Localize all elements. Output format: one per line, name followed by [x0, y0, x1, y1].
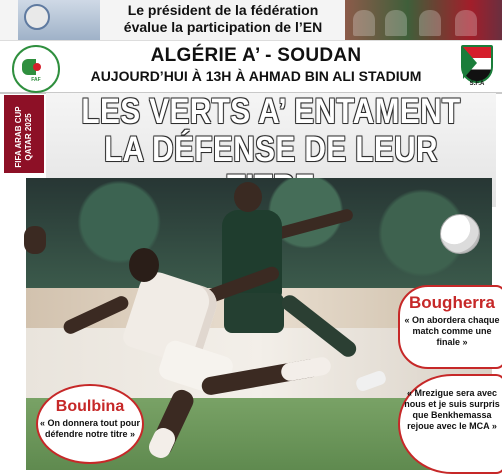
top-left-thumbnail	[18, 0, 100, 40]
match-title: ALGÉRIE A’ - SOUDAN	[150, 45, 362, 66]
faf-logo-text: FAF	[31, 77, 41, 83]
match-subtitle: AUJOURD’HUI À 13H À AHMAD BIN ALI STADIUM	[90, 68, 422, 84]
quote-name-bougherra: Bougherra	[409, 293, 495, 312]
quote-box-bougherra	[398, 285, 502, 369]
arab-cup-badge	[4, 95, 44, 173]
sfa-logo-text: S.F.A	[469, 81, 485, 87]
quote-box-mrezigue	[398, 374, 502, 474]
headline-line-1: LES VERTS A’ ENTAMENT	[81, 92, 461, 131]
top-banner-headline: Le président de la fédération évalue la participation de l’EN	[123, 2, 323, 35]
top-banner	[0, 0, 502, 41]
top-right-thumbnail	[345, 0, 502, 40]
quote-name-boulbina: Boulbina	[55, 398, 125, 415]
sfa-logo-icon	[457, 43, 497, 91]
match-ball-icon	[440, 214, 480, 254]
photo-hand	[24, 226, 46, 254]
arab-cup-text: FIFA ARAB CUP QATAR 2025	[14, 106, 33, 168]
faf-logo-icon	[12, 45, 60, 93]
quote-box-boulbina	[36, 384, 144, 464]
headline-line-2: LA DÉFENSE DE LEUR	[104, 130, 438, 169]
quote-text-boulbina: « On donnera tout pour défendre notre titre »	[40, 418, 140, 439]
soccer-ball-icon	[24, 4, 50, 30]
quote-text-mrezigue: « Mrezigue sera avec nous et je suis surpris que Benkhemassa rejoue avec le MCA »	[404, 388, 500, 431]
quote-text-bougherra: « On abordera chaque match comme une finale »	[404, 315, 500, 347]
